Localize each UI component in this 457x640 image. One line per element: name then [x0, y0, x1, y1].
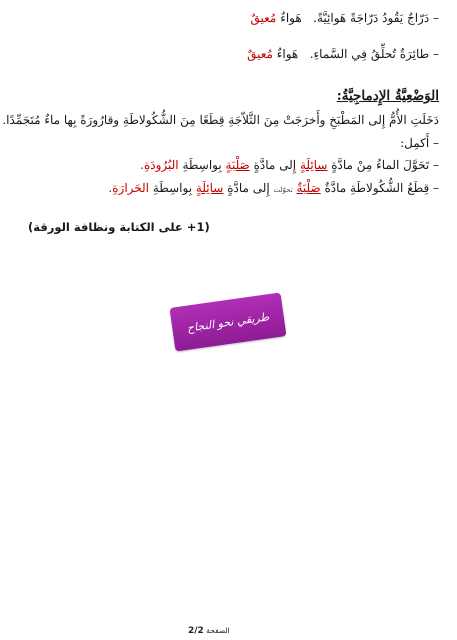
- answer-text: سائِلَةٍ: [195, 181, 224, 195]
- complete-instruction: – أَكمِل:: [400, 136, 439, 150]
- bonus-note: (1+ على الكتابة ونظافة الورقة): [28, 220, 210, 234]
- answer-text: البُرُودَةِ.: [140, 158, 179, 172]
- page-label: الصفحة: [206, 626, 230, 635]
- answer-text: الحَرارَةِ.: [108, 181, 150, 195]
- answer-text: مُعيقٌ: [250, 11, 277, 25]
- situation-intro: دَخَلَتِ الأُمُّ إِلى المَطْبَخِ وأَخرَجَتْ مِنَ الثَّلاّجَةِ قِطَعًا مِنَ الشُّكُولاطَةِ وقارُورَةً بِها ماءٌ مُتَجَمِّدًا.: [2, 113, 439, 127]
- answer-text: صَلْبَةٍ: [225, 158, 250, 172]
- answer-text: مُعيقٌ: [247, 47, 273, 61]
- motto-text: طريقي نحو النجاح: [186, 309, 270, 335]
- annotation-small: تحوّلت: [273, 186, 293, 194]
- answer-text: سائِلَةٍ: [299, 158, 328, 172]
- answer-text: صَلْبَةٌ: [296, 181, 321, 195]
- answer-line-1: – تَحَوَّلَ الماءُ مِنْ مادَّةٍ سائِلَةٍ إِلى مادَّةٍ صَلْبَةٍ بِواسِطَةِ البُرُودَةِ.: [140, 158, 439, 172]
- page-footer: [188, 626, 230, 636]
- page-number: 2/2: [188, 626, 204, 636]
- section-title: الوَضْعِيَّةُ الإِدماجِيَّةُ:: [336, 88, 439, 104]
- list-item: – طائِرَةٌ تُحلِّقُ فِي السَّماءِ. هَواءٌ مُعيقٌ: [247, 47, 439, 61]
- list-item: – دَرّاجٌ يَقُودُ دَرّاجَةً هَوائِيَّةً. هَواءٌ مُعيقٌ: [250, 11, 439, 25]
- motto-badge: [169, 292, 286, 351]
- answer-line-2: – قِطَعُ الشُّكُولاطَةِ مادَّةٌ صَلْبَةٌ تحوّلت إِلى مادَّةٍ سائِلَةٍ بِواسِطَةِ الحَرارَةِ.: [108, 181, 439, 195]
